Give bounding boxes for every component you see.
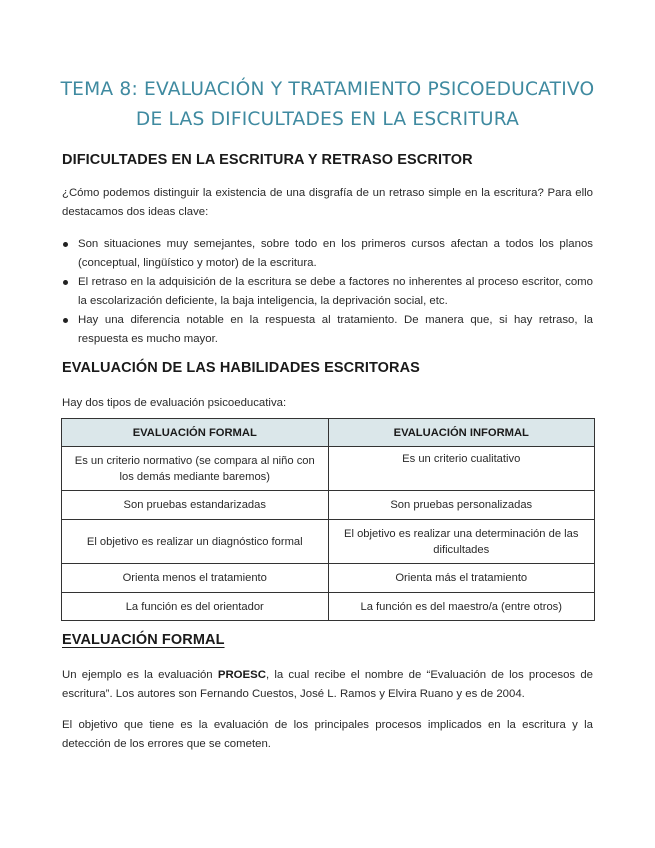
table-cell: La función es del orientador <box>62 593 329 621</box>
table-cell: Es un criterio cualitativo <box>328 447 595 491</box>
title-line-2: DE LAS DIFICULTADES EN LA ESCRITURA <box>135 108 520 130</box>
list-item: El retraso en la adquisición de la escritura se debe a factores no inherentes al proceso escritor, como la escolarización deficiente, la baja inteligencia, la deprivación social, etc. <box>62 273 593 311</box>
bullet-icon <box>63 280 68 285</box>
table-cell: Es un criterio normativo (se compara al niño con los demás mediante baremos) <box>62 447 329 491</box>
table-cell: Son pruebas personalizadas <box>328 491 595 520</box>
key-ideas-list <box>62 235 593 349</box>
table-cell: El objetivo es realizar un diagnóstico formal <box>62 520 329 564</box>
evaluation-comparison-table <box>61 418 595 621</box>
proesc-name: PROESC <box>217 669 266 681</box>
table-row <box>62 564 595 593</box>
table-intro: Hay dos tipos de evaluación psicoeducativa: <box>62 397 287 409</box>
table-cell: El objetivo es realizar una determinación de las dificultades <box>328 520 595 564</box>
table-row <box>62 491 595 520</box>
section-heading-dificultades: DIFICULTADES EN LA ESCRITURA Y RETRASO ESCRITOR <box>62 152 473 168</box>
bullet-icon <box>63 318 68 323</box>
column-header-informal: EVALUACIÓN INFORMAL <box>328 419 595 447</box>
table-cell: Orienta más el tratamiento <box>328 564 595 593</box>
section-heading-evaluacion-formal: EVALUACIÓN FORMAL <box>62 632 225 648</box>
document-title <box>7 74 649 134</box>
table-cell: La función es del maestro/a (entre otros) <box>328 593 595 621</box>
intro-paragraph: ¿Cómo podemos distinguir la existencia de una disgrafía de un retraso simple en la escritura? Para ello destacamos dos ideas clave: <box>62 187 593 218</box>
title-line-1: TEMA 8: EVALUACIÓN Y TRATAMIENTO PSICOEDUCATIVO <box>60 78 595 100</box>
section-heading-evaluacion-habilidades: EVALUACIÓN DE LAS HABILIDADES ESCRITORAS <box>62 360 420 376</box>
proesc-paragraph: Un ejemplo es la evaluación PROESC, la cual recibe el nombre de “Evaluación de los procesos de escritura”. Los autores son Fernando Cuestos, José L. Ramos y Elvira Ruano y es de 2004. <box>62 669 593 700</box>
table-cell: Orienta menos el tratamiento <box>62 564 329 593</box>
table-row <box>62 593 595 621</box>
objective-paragraph: El objetivo que tiene es la evaluación de los principales procesos implicados en la escritura y la detección de los errores que se cometen. <box>62 719 593 750</box>
list-item: Hay una diferencia notable en la respuesta al tratamiento. De manera que, si hay retraso, la respuesta es mucho mayor. <box>62 311 593 349</box>
table-header-row <box>62 419 595 447</box>
table-cell: Son pruebas estandarizadas <box>62 491 329 520</box>
column-header-formal: EVALUACIÓN FORMAL <box>62 419 329 447</box>
bullet-icon <box>63 242 68 247</box>
table-row <box>62 447 595 491</box>
list-item: Son situaciones muy semejantes, sobre todo en los primeros cursos afectan a todos los planos (conceptual, lingüístico y motor) de la escritura. <box>62 235 593 273</box>
table-row <box>62 520 595 564</box>
